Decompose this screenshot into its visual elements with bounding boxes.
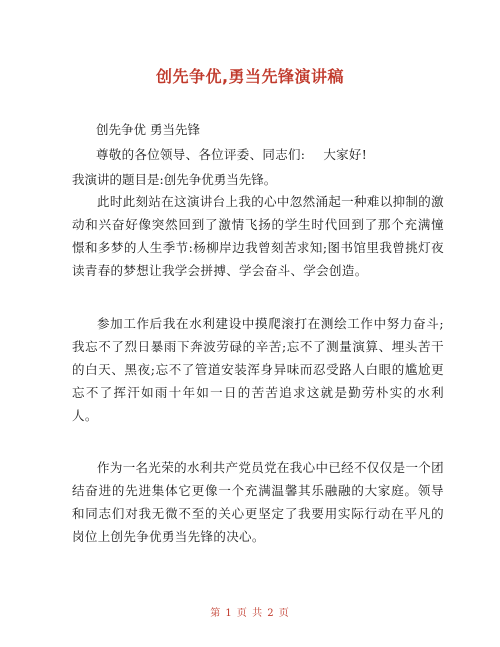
body-paragraph-3: 作为一名光荣的水利共产党员党在我心中已经不仅仅是一个团结奋进的先进集体它更像一个充满温馨其乐融融的大家庭。领导和同志们对我无微不至的关心更坚定了我要用实际行动在平凡的岗位上创先争优勇当先锋的决心。 <box>72 460 444 544</box>
page-footer: 第 1 页 共 2 页 <box>210 608 290 619</box>
speech-topic: 我演讲的题目是:创先争优勇当先锋。 <box>72 172 277 187</box>
greeting-line <box>96 145 367 163</box>
greeting-hello: 大家好! <box>323 147 368 162</box>
document-subtitle: 创先争优 勇当先锋 <box>96 122 200 137</box>
document-title: 创先争优,勇当先锋演讲稿 <box>155 67 345 86</box>
body-paragraph-1: 此时此刻站在这演讲台上我的心中忽然涌起一种难以抑制的激动和兴奋好像突然回到了激情飞扬的学生时代回到了那个充满憧憬和多梦的人生季节:杨柳岸边我曾刻苦求知;图书馆里我曾挑灯夜读青春的梦想让我学会拼搏、学会奋斗、学会创造。 <box>72 194 444 278</box>
greeting-salutation: 尊敬的各位领导、各位评委、同志们: <box>96 147 306 162</box>
body-paragraph-2: 参加工作后我在水利建设中摸爬滚打在测绘工作中努力奋斗;我忘不了烈日暴雨下奔波劳碌的辛苦;忘不了测量演算、埋头苦干的白天、黑夜;忘不了管道安装浑身异味而忍受路人白眼的尴尬更忘不了挥汗如雨十年如一日的苦苦追求这就是勤劳朴实的水利人。 <box>72 316 444 423</box>
